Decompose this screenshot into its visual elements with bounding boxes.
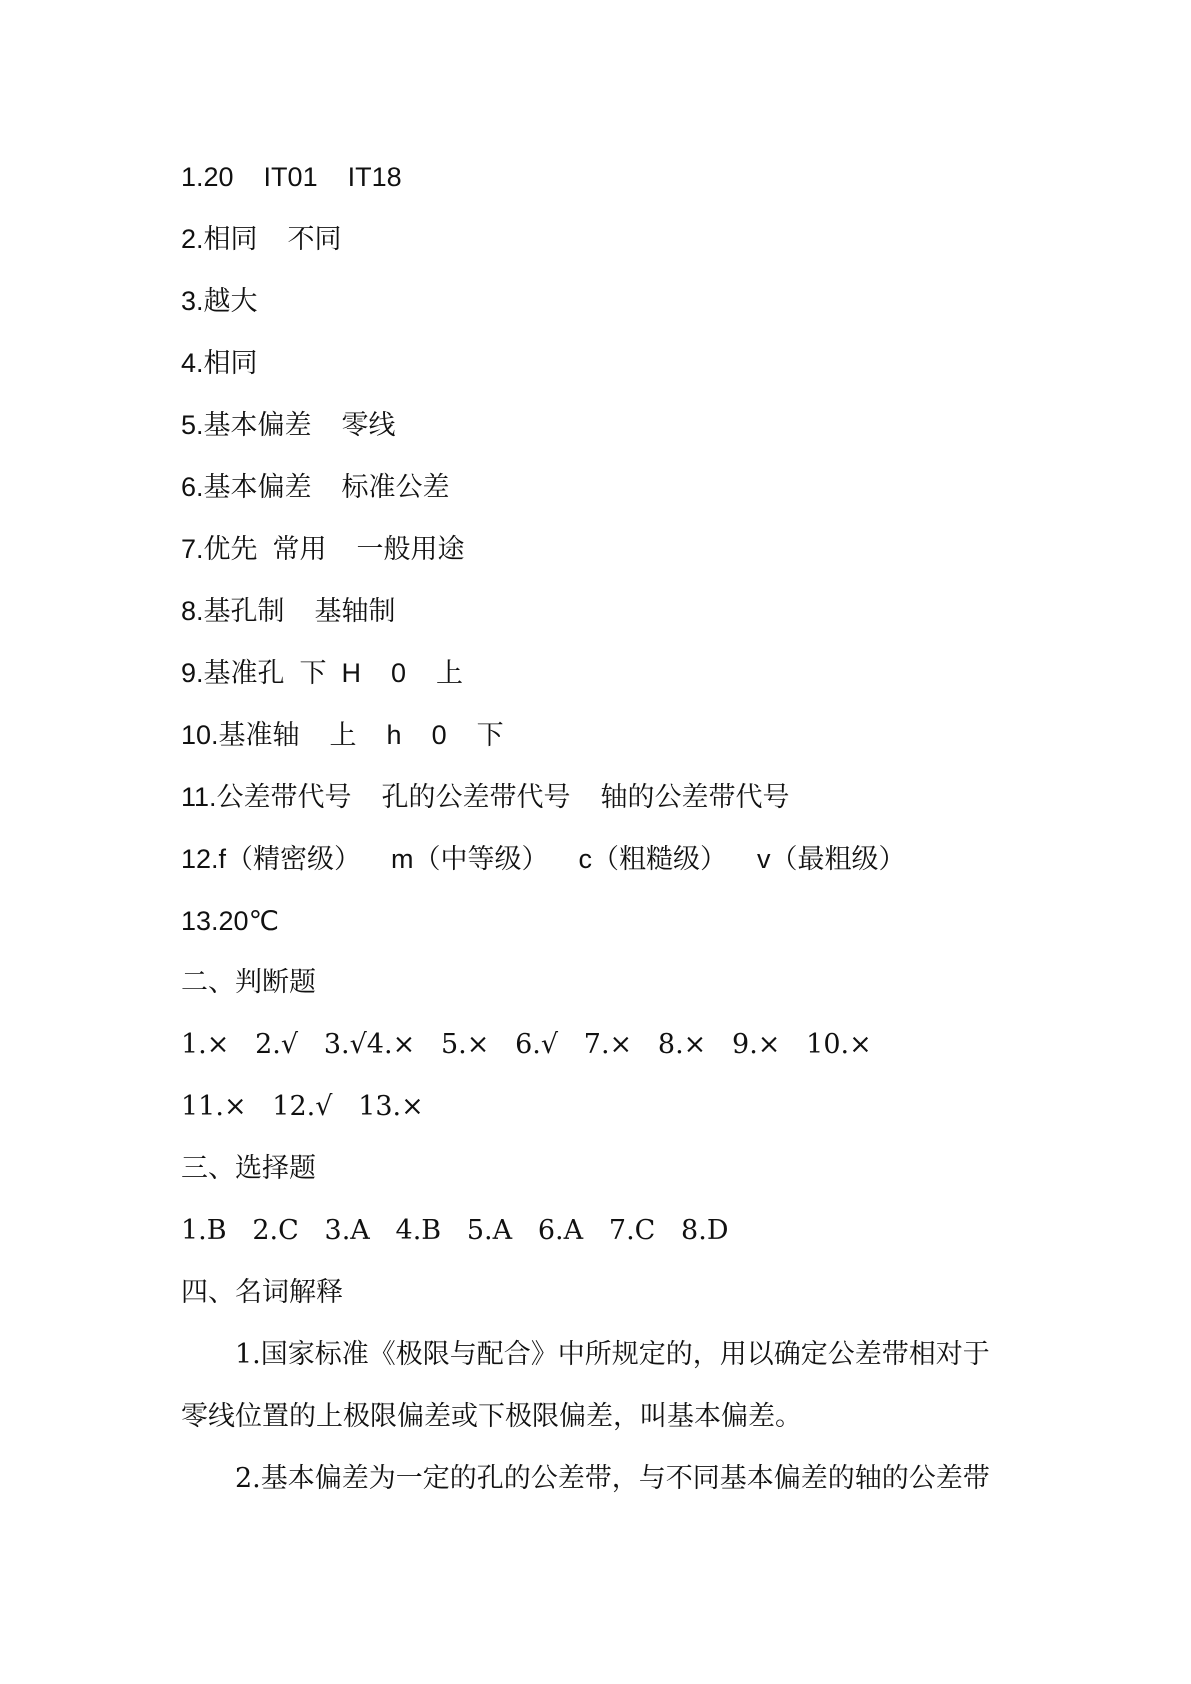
fill-answer-6: 6.基本偏差 标准公差 xyxy=(181,472,450,502)
fill-answer-3: 3.越大 xyxy=(181,286,258,316)
section-title-terms: 四、名词解释 xyxy=(181,1277,343,1308)
section-title-choice: 三、选择题 xyxy=(181,1153,316,1184)
judgment-answers-line-1: 1.× 2.√ 3.√4.× 5.× 6.√ 7.× 8.× 9.× 10.× xyxy=(181,1029,872,1060)
fill-answer-1: 1.20 IT01 IT18 xyxy=(181,162,402,192)
fill-answer-9: 9.基准孔 下 H 0 上 xyxy=(181,658,464,688)
fill-answer-2: 2.相同 不同 xyxy=(181,224,342,254)
section-title-judgment: 二、判断题 xyxy=(181,967,316,998)
fill-answer-7: 7.优先 常用 一般用途 xyxy=(181,534,465,564)
fill-answer-4: 4.相同 xyxy=(181,348,258,378)
fill-answer-12: 12.f（精密级） m（中等级） c（粗糙级） v（最粗级） xyxy=(181,844,906,874)
term-definition-1-line-2: 零线位置的上极限偏差或下极限偏差，叫基本偏差。 xyxy=(181,1401,802,1432)
fill-answer-13: 13.20℃ xyxy=(181,906,279,936)
judgment-answers-line-2: 11.× 12.√ 13.× xyxy=(181,1091,424,1122)
term-definition-1-line-1: 1.国家标准《极限与配合》中所规定的，用以确定公差带相对于 xyxy=(235,1339,990,1370)
fill-answer-8: 8.基孔制 基轴制 xyxy=(181,596,396,626)
fill-answer-10: 10.基准轴 上 h 0 下 xyxy=(181,720,504,750)
term-definition-2-line-1: 2.基本偏差为一定的孔的公差带，与不同基本偏差的轴的公差带 xyxy=(235,1463,990,1494)
fill-answer-5: 5.基本偏差 零线 xyxy=(181,410,396,440)
fill-answer-11: 11.公差带代号 孔的公差带代号 轴的公差带代号 xyxy=(181,782,790,812)
choice-answers-line: 1.B 2.C 3.A 4.B 5.A 6.A 7.C 8.D xyxy=(181,1215,729,1246)
